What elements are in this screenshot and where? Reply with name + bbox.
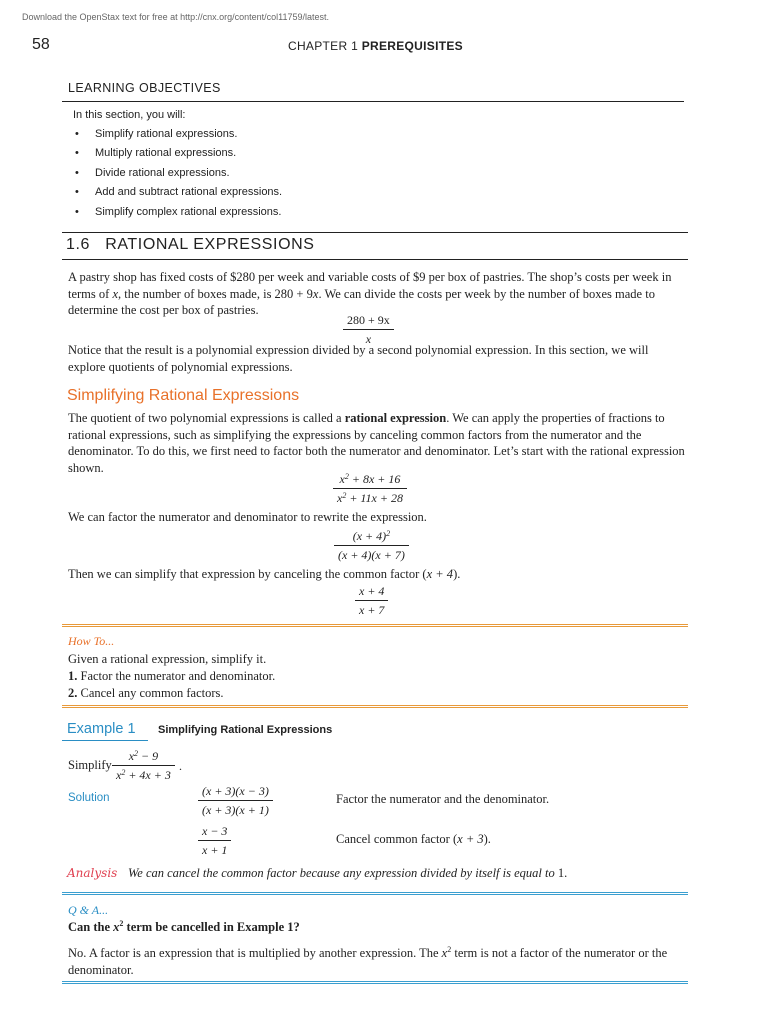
howto-step: 2. Cancel any common factors. bbox=[68, 686, 224, 700]
objectives-list bbox=[75, 126, 282, 223]
howto-label: How To... bbox=[68, 634, 115, 648]
page-number: 58 bbox=[32, 36, 50, 53]
analysis-text: We can cancel the common factor because any expression divided by itself is equal to 1. bbox=[128, 866, 568, 880]
cost-fraction: $\frac{280 + 9x}{x}$ bbox=[343, 313, 394, 346]
solution-step-2: $\frac{x - 3}{x + 1}$ bbox=[198, 824, 231, 857]
example-underline bbox=[62, 740, 148, 741]
rational-expression-3: $\frac{x + 4}{x + 7}$ bbox=[355, 584, 388, 617]
objectives-title: LEARNING OBJECTIVES bbox=[68, 81, 221, 95]
solution-step-1: $\frac{(x + 3)(x - 3)}{(x + 3)(x + 1)}$ bbox=[198, 784, 273, 817]
divider bbox=[62, 232, 688, 233]
example-label: Example 1 bbox=[67, 721, 136, 737]
objectives-intro: In this section, you will: bbox=[73, 109, 186, 121]
divider bbox=[62, 101, 684, 102]
qa-answer: No. A factor is an expression that is multiplied by another expression. The $x^2$ term is not a factor of the numerator or the denominator. bbox=[68, 945, 668, 977]
section-number: 1.6 bbox=[66, 236, 91, 253]
factor-paragraph: We can factor the numerator and denominator to rewrite the expression. bbox=[68, 510, 427, 524]
howto-intro: Given a rational expression, simplify it. bbox=[68, 652, 267, 666]
howto-bottom-bar bbox=[62, 705, 688, 708]
list-item: • Divide rational expressions. bbox=[75, 166, 230, 179]
divider bbox=[62, 259, 688, 260]
section-name: RATIONAL EXPRESSIONS bbox=[105, 236, 315, 253]
solution-label: Solution bbox=[68, 792, 110, 804]
howto-step: 1. Factor the numerator and denominator. bbox=[68, 669, 276, 683]
qa-bottom-bar bbox=[62, 981, 688, 984]
solution-note-1: Factor the numerator and the denominator. bbox=[336, 792, 550, 806]
solution-note-2: Cancel common factor (x + 3). bbox=[336, 832, 491, 846]
section-title bbox=[66, 236, 315, 254]
running-head bbox=[288, 39, 463, 53]
example-title: Simplifying Rational Expressions bbox=[158, 724, 333, 736]
example-prompt: Simplify bbox=[68, 758, 112, 772]
qa-top-bar bbox=[62, 892, 688, 895]
intro-paragraph-2: Notice that the result is a polynomial expression divided by a second polynomial expression. In this section, we will explore quotients of polynomial expressions. bbox=[68, 343, 649, 374]
qa-label: Q & A... bbox=[68, 903, 109, 917]
rational-expression-1: $\frac{x^2 + 8x + 16}{x^2 + 11x + 28}$ bbox=[333, 472, 407, 505]
chapter-label: CHAPTER 1 bbox=[288, 39, 359, 53]
chapter-title: PREREQUISITES bbox=[361, 39, 463, 53]
cancel-paragraph: Then we can simplify that expression by canceling the common factor (x + 4). bbox=[68, 567, 461, 581]
howto-top-bar bbox=[62, 624, 688, 627]
intro-paragraph: A pastry shop has fixed costs of $280 per week and variable costs of $9 per box of pastries. The shop’s costs per week in terms of x, the number of boxes made, is 280 + 9x. We can divide the costs per week by the number of boxes made to determine the cost per box of pastries. bbox=[68, 270, 672, 317]
subsection-heading: Simplifying Rational Expressions bbox=[67, 387, 300, 404]
download-note: Download the OpenStax text for free at http://cnx.org/content/col11759/latest. bbox=[22, 12, 330, 22]
simplifying-paragraph: The quotient of two polynomial expressions is called a rational expression. We can apply the properties of fractions to rational expressions, such as simplifying the expressions by canceling common factors from the numerator and the denominator. To do this, we first need to factor both the numerator and denominator. Let’s start with the rational expression shown. bbox=[68, 411, 685, 475]
list-item: • Simplify complex rational expressions. bbox=[75, 205, 282, 218]
list-item: • Simplify rational expressions. bbox=[75, 128, 238, 140]
list-item: • Add and subtract rational expressions. bbox=[75, 186, 283, 199]
analysis-label: Analysis bbox=[67, 866, 118, 880]
list-item: • Multiply rational expressions. bbox=[75, 147, 237, 160]
qa-question: Can the $x^2$ term be cancelled in Example 1? bbox=[68, 919, 300, 935]
example-expression: $\frac{x^2 - 9}{x^2 + 4x + 3}$ bbox=[112, 749, 175, 782]
rational-expression-2: $\frac{(x + 4)^2}{(x + 4)(x + 7)}$ bbox=[334, 529, 409, 562]
